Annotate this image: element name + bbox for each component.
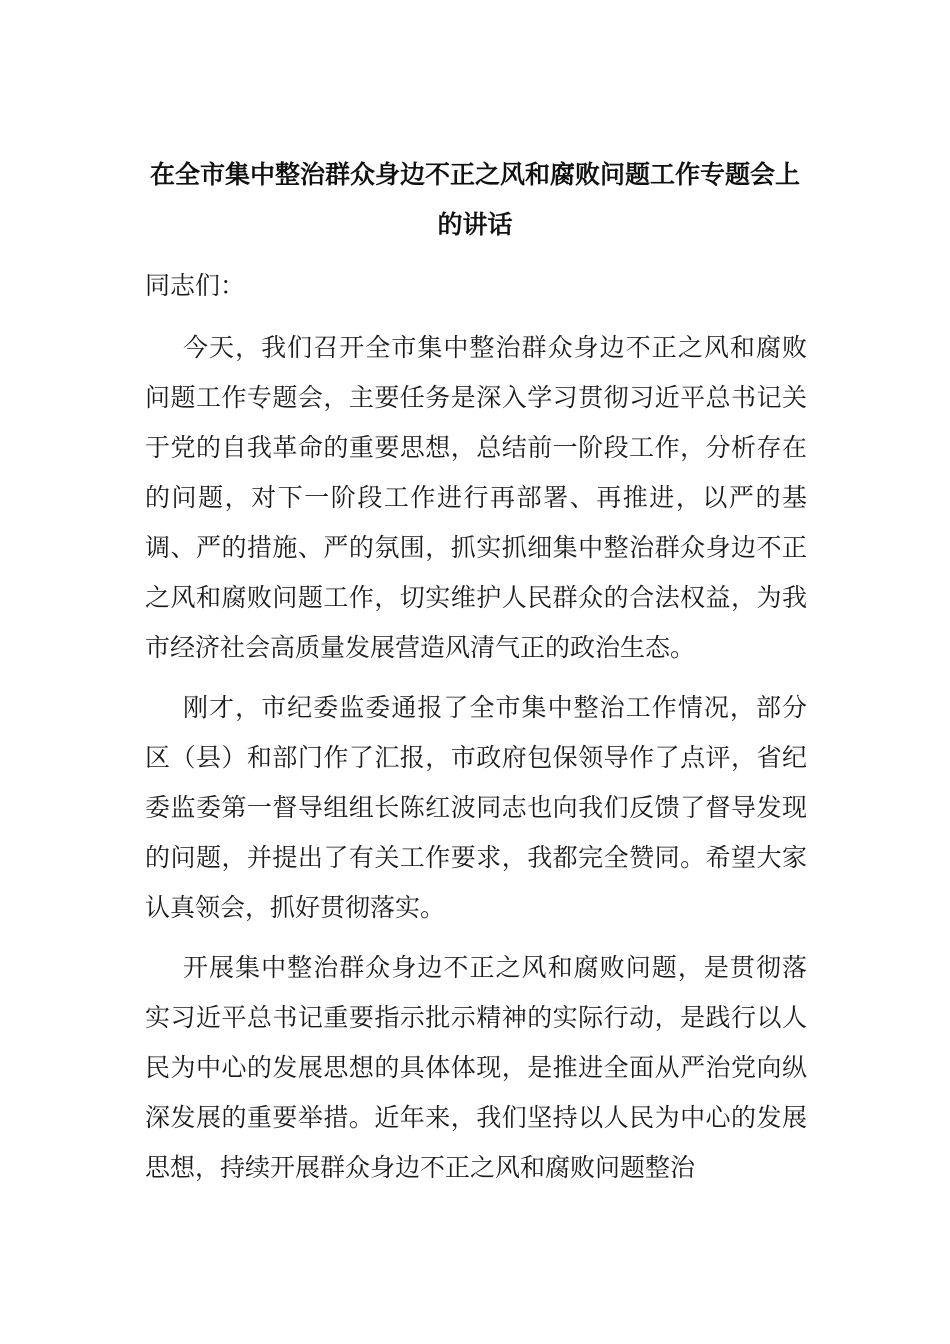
document-title: 在全市集中整治群众身边不正之风和腐败问题工作专题会上的讲话 — [149, 160, 800, 239]
paragraph-2: 刚才，市纪委监委通报了全市集中整治工作情况，部分区（县）和部门作了汇报，市政府包保领导作了点评，省纪委监委第一督导组组长陈红波同志也向我们反馈了督导发现的问题，并提出了有关工作要求，我都完全赞同。希望大家认真领会，抓好贯彻落实。 — [145, 693, 807, 922]
greeting: 同志们： — [145, 271, 246, 300]
paragraph-3: 开展集中整治群众身边不正之风和腐败问题，是贯彻落实习近平总书记重要指示批示精神的实际行动，是践行以人民为中心的发展思想的具体体现，是推进全面从严治党向纵深发展的重要举措。近年来，我们坚持以人民为中心的发展思想，持续开展群众身边不正之风和腐败问题整治 — [145, 953, 807, 1182]
paragraph-1: 今天，我们召开全市集中整治群众身边不正之风和腐败问题工作专题会，主要任务是深入学习贯彻习近平总书记关于党的自我革命的重要思想，总结前一阶段工作，分析存在的问题，对下一阶段工作进行再部署、再推进，以严的基调、严的措施、严的氛围，抓实抓细集中整治群众身边不正之风和腐败问题工作，切实维护人民群众的合法权益，为我市经济社会高质量发展营造风清气正的政治生态。 — [145, 333, 807, 662]
